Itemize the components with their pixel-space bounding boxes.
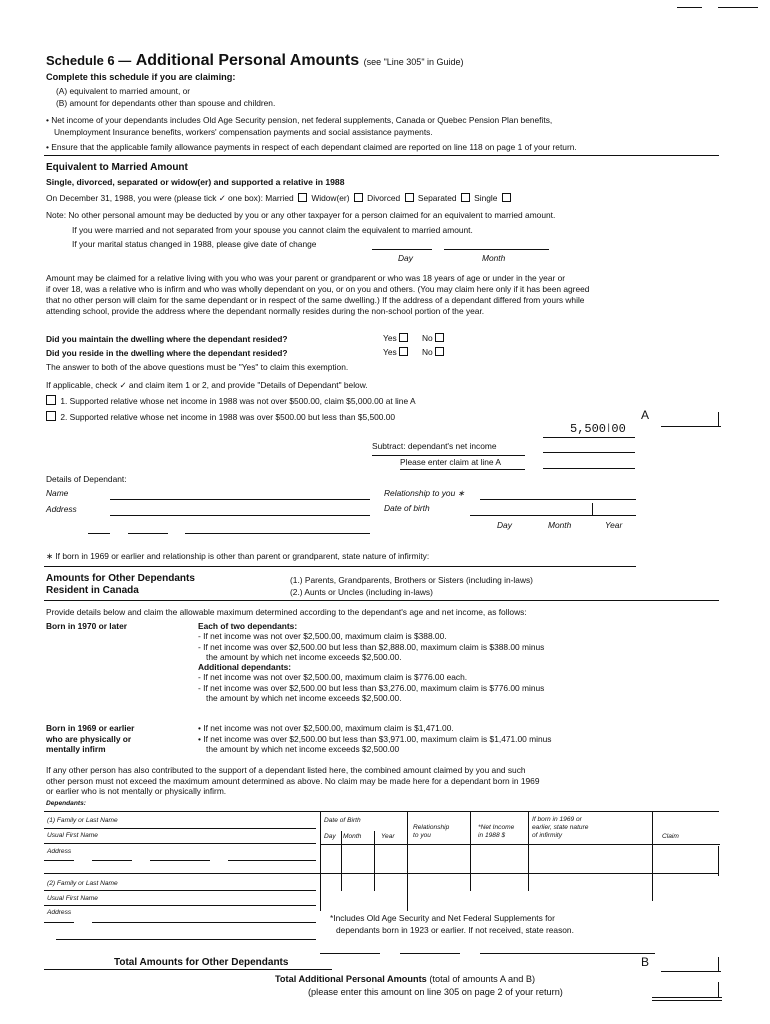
dob-day-label: Day — [497, 520, 512, 530]
option-b: (B) amount for dependants other than spouse and children. — [56, 98, 276, 108]
column-divider — [341, 831, 342, 891]
infirmity-field[interactable] — [44, 566, 636, 567]
address-line-2[interactable] — [128, 533, 168, 534]
dob-divider — [592, 503, 593, 515]
total-additional-note: (please enter this amount on line 305 on page 2 of your return) — [308, 987, 563, 997]
widow-checkbox[interactable] — [354, 193, 363, 202]
separated-checkbox[interactable] — [461, 193, 470, 202]
dob-day-small: Day — [324, 833, 336, 840]
born-1969-label: Born in 1969 or earlier who are physically or mentally infirm — [46, 723, 135, 754]
dob-month-small: Month — [343, 833, 362, 840]
married-checkbox[interactable] — [298, 193, 307, 202]
schedule-label: Schedule 6 — — [46, 53, 132, 68]
column-divider — [652, 811, 653, 901]
date-change-month-field[interactable] — [444, 249, 549, 250]
enter-claim-rule — [400, 469, 525, 470]
provide-details: Provide details below and claim the allowable maximum determined according to the dependant's age and net income, as follows: — [46, 607, 527, 617]
name-label: Name — [46, 488, 69, 498]
relationship-field[interactable] — [480, 499, 636, 500]
total-rule — [480, 953, 655, 954]
status-change: If your marital status changed in 1988, please give date of change — [72, 239, 317, 249]
column-divider — [407, 811, 408, 911]
category-1: (1.) Parents, Grandparents, Brothers or Sisters (including in-laws) — [290, 575, 533, 585]
question-reside: Did you reside in the dwelling where the dependant resided? — [46, 348, 288, 358]
footnote: *Includes Old Age Security and Net Federal Supplements for dependants born in 1923 or earlier. If not received, state reason. — [330, 913, 574, 935]
first-name-1-label: Usual First Name — [47, 832, 98, 839]
total-additional-label: Total Additional Personal Amounts (total of amounts A and B) — [275, 974, 536, 984]
net-income-small-label: *Net Income in 1988 $ — [478, 824, 515, 839]
question-maintain: Did you maintain the dwelling where the dependant resided? — [46, 334, 288, 344]
q2-yes-checkbox[interactable] — [399, 347, 408, 356]
address-1-field[interactable] — [150, 860, 210, 861]
infirmity-note: ∗ If born in 1969 or earlier and relationship is other than parent or grandparent, state nature of infirmity: — [46, 551, 430, 561]
q2-no-checkbox[interactable] — [435, 347, 444, 356]
single-checkbox[interactable] — [502, 193, 511, 202]
address-1-field[interactable] — [44, 860, 74, 861]
divorced-checkbox[interactable] — [405, 193, 414, 202]
line-a-tick — [718, 412, 719, 426]
answer-note: The answer to both of the above questions must be "Yes" to claim this exemption. — [46, 362, 349, 372]
dob-field[interactable] — [470, 515, 636, 516]
title-note: (see "Line 305" in Guide) — [363, 57, 464, 67]
column-divider — [320, 811, 321, 911]
month-label: Month — [482, 253, 506, 263]
family-name-2-label: (2) Family or Last Name — [47, 880, 118, 887]
divider — [44, 600, 719, 601]
address-2-field[interactable] — [44, 922, 74, 923]
category-2: (2.) Aunts or Uncles (including in-laws) — [290, 587, 433, 597]
born-infirmity-small-label: If born in 1969 or earlier, state nature of infirmity — [532, 816, 589, 839]
address-2-field[interactable] — [92, 922, 316, 923]
total-tick — [718, 982, 719, 997]
subtract-rule — [372, 455, 525, 456]
address-1-label: Address — [47, 848, 72, 855]
line-b-tick — [718, 957, 719, 971]
details-label: Details of Dependant: — [46, 474, 127, 484]
table-top-rule — [44, 811, 719, 812]
date-change-day-field[interactable] — [372, 249, 432, 250]
address-line-2[interactable] — [88, 533, 110, 534]
born-1970-label: Born in 1970 or later — [46, 621, 127, 631]
complete-if: Complete this schedule if you are claiming: — [46, 72, 236, 82]
q1-answers: Yes No — [383, 333, 446, 343]
paragraph-line: attending school, provide the address where the dependant normally resides during the non-school portion of the year. — [46, 306, 485, 316]
line-a-field[interactable] — [661, 426, 721, 427]
address-1-field[interactable] — [92, 860, 132, 861]
total-additional-field[interactable] — [652, 997, 722, 998]
subtract-field[interactable] — [543, 452, 635, 453]
section-heading-other: Amounts for Other Dependants Resident in Canada — [46, 573, 195, 596]
amount-underline — [543, 437, 635, 438]
claim-small-label: Claim — [662, 833, 679, 840]
relationship-small-label: Relationship to you — [413, 824, 450, 839]
paragraph-line: if over 18, was a relative who is infirm and who was wholly dependant on you, or on you and others. (You may claim here only if it has been agreed — [46, 284, 590, 294]
total-additional-double-rule — [652, 1000, 722, 1001]
married-line: If you were married and not separated from your spouse you cannot claim the equivalent to married amount. — [72, 225, 473, 235]
q1-yes-checkbox[interactable] — [399, 333, 408, 342]
marital-status-row: On December 31, 1988, you were (please tick ✓ one box): Married Widow(er) Divorced Separated Single — [46, 193, 513, 203]
address-line-2[interactable] — [185, 533, 370, 534]
family-name-2-field[interactable] — [44, 890, 316, 891]
address-2-label: Address — [47, 909, 72, 916]
bullet-net-income-cont: Unemployment Insurance benefits, workers' compensation payments and social assistance payments. — [54, 127, 433, 137]
bullet-net-income: • Net income of your dependants includes Old Age Security pension, net federal supplements, Canada or Quebec Pension Plan benefits, — [46, 115, 553, 125]
line-b-label: B — [641, 955, 650, 969]
item-2: 2. Supported relative whose net income in 1988 was over $500.00 but less than $5,500.00 — [44, 411, 395, 422]
address-label: Address — [46, 504, 77, 514]
total-other-label: Total Amounts for Other Dependants — [114, 957, 289, 968]
dob-label: Date of birth — [384, 503, 430, 513]
q1-no-checkbox[interactable] — [435, 333, 444, 342]
table-mid-rule — [44, 873, 719, 874]
header-rule — [320, 844, 720, 845]
subtract-label: Subtract: dependant's net income — [372, 441, 497, 451]
line-a-label: A — [641, 408, 650, 422]
equivalent-subheading: Single, divorced, separated or widow(er) and supported a relative in 1988 — [46, 177, 345, 187]
amount-5500: 5,500|00 — [570, 422, 626, 436]
corner-rule — [677, 7, 702, 8]
dob-small-label: Date of Birth — [324, 817, 361, 824]
dependant-name-field[interactable] — [110, 499, 370, 500]
item-1-checkbox[interactable] — [46, 395, 56, 405]
enter-claim-label: Please enter claim at line A — [400, 457, 502, 467]
section-heading-equivalent: Equivalent to Married Amount — [46, 162, 188, 173]
paragraph-line: Amount may be claimed for a relative living with you who was your parent or grandparent or who was 18 years of age or under in the year or — [46, 273, 566, 283]
address-2-line-2[interactable] — [56, 939, 316, 940]
dob-month-label: Month — [548, 520, 572, 530]
first-name-1-field[interactable] — [44, 843, 316, 844]
day-label: Day — [398, 253, 413, 263]
dependants-label: Dependants: — [46, 800, 86, 807]
check-note: If applicable, check ✓ and claim item 1 or 2, and provide "Details of Dependant" below. — [46, 380, 368, 390]
total-rule — [400, 953, 460, 954]
bullet-family-allowance: • Ensure that the applicable family allowance payments in respect of each dependant claimed are reported on line 118 on page 1 of your return. — [46, 142, 577, 152]
rules-1970: Each of two dependants: - If net income was not over $2,500.00, maximum claim is $388.00. - If net income was over $2,500.00 but less than $2,888.00, maximum claim is $388.00 minus the amount by which net income exceeds $2,500.00. Additional dependants: - If net income was not over $2,500.00, maximum claim is $776.00 each. - If net income was over $2,500.00 but less than $3,276.00, maximum claim is $776.00 minus the amount by which net income exceeds $2,500.00. — [198, 621, 545, 704]
q2-answers: Yes No — [383, 347, 446, 357]
total-rule — [320, 953, 380, 954]
enter-claim-field[interactable] — [543, 468, 635, 469]
dob-year-small: Year — [381, 833, 395, 840]
option-a: (A) equivalent to married amount, or — [56, 86, 191, 96]
total-other-underline — [44, 969, 332, 970]
address-1-field[interactable] — [228, 860, 316, 861]
title-main: Additional Personal Amounts — [135, 52, 360, 69]
family-name-1-label: (1) Family or Last Name — [47, 817, 118, 824]
claim-divider — [718, 846, 719, 876]
relationship-label: Relationship to you ∗ — [384, 488, 465, 498]
dependant-address-field[interactable] — [110, 515, 370, 516]
line-b-field[interactable] — [661, 971, 721, 972]
column-divider — [374, 831, 375, 891]
column-divider — [528, 811, 529, 891]
rules-1969: • If net income was not over $2,500.00, maximum claim is $1,471.00. • If net income was over $2,500.00 but less than $3,971.00, maximum claim is $1,471.00 minus the amount by which net income exceeds $2,500.00 — [198, 723, 552, 754]
paragraph-line: that no other person will claim for the same dependant or in respect of the same dwelling.) If the address of a dependant differed from yours while — [46, 295, 585, 305]
dob-year-label: Year — [605, 520, 623, 530]
item-2-checkbox[interactable] — [46, 411, 56, 421]
contribution-paragraph: If any other person has also contributed to the support of a dependant listed here, the combined amount claimed by you and such other person must not exceed the maximum amount determined as above. No claim may be made here for a dependant born in 1969 or earlier who is not mentally or physically infirm. — [46, 765, 540, 796]
page-title — [46, 52, 464, 70]
first-name-2-field[interactable] — [44, 905, 316, 906]
note-no-other: Note: No other personal amount may be deducted by you or any other taxpayer for a person claimed for an equivalent to married amount. — [46, 210, 556, 220]
column-divider — [470, 811, 471, 891]
corner-rule — [718, 7, 758, 8]
family-name-1-field[interactable] — [44, 828, 316, 829]
item-1: 1. Supported relative whose net income in 1988 was not over $500.00, claim $5,000.00 at line A — [44, 395, 416, 406]
first-name-2-label: Usual First Name — [47, 895, 98, 902]
divider — [44, 155, 719, 156]
